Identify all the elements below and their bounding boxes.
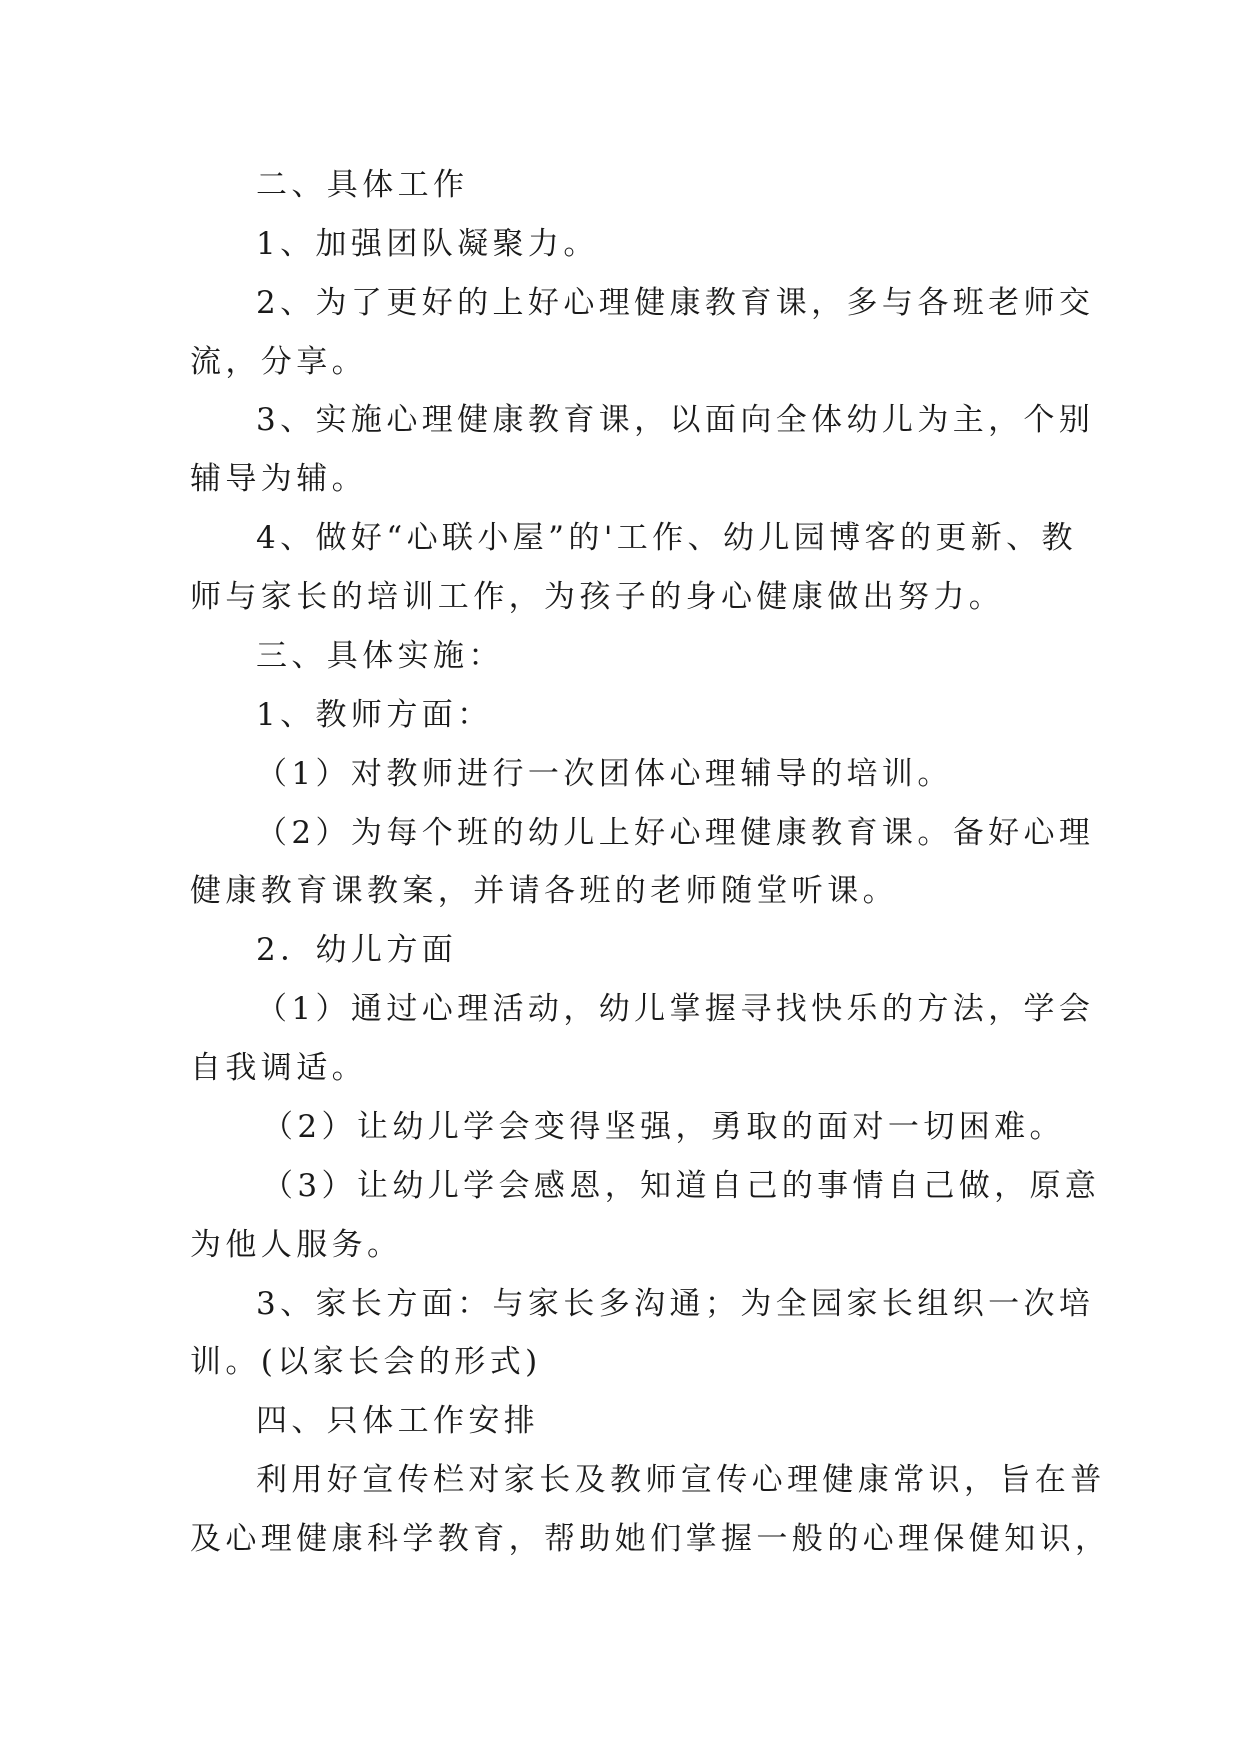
paragraph-line: 及心理健康科学教育，帮助她们掌握一般的心理保健知识，: [190, 1521, 1111, 1557]
paragraph-line: （1）对教师进行一次团体心理辅导的培训。: [256, 756, 953, 792]
paragraph-line: （3）让幼儿学会感恩，知道自己的事情自己做，原意: [262, 1168, 1101, 1204]
paragraph-line: 辅导为辅。: [190, 461, 367, 497]
subheading-parents: 3、家长方面：与家长多沟通；为全园家长组织一次培: [256, 1286, 1095, 1322]
paragraph-line: 流，分享。: [190, 344, 367, 380]
subheading-teachers: 1、教师方面：: [256, 697, 493, 733]
paragraph-line: 利用好宣传栏对家长及教师宣传心理健康常识，旨在普: [256, 1462, 1106, 1498]
paragraph-line: 2、为了更好的上好心理健康教育课，多与各班老师交: [256, 285, 1095, 321]
paragraph-line: 1、加强团队凝聚力。: [256, 226, 599, 262]
paragraph-line: 健康教育课教案，并请各班的老师随堂听课。: [190, 873, 898, 909]
paragraph-line: 自我调适。: [190, 1050, 367, 1086]
section-heading-specific-work: 二、具体工作: [256, 167, 469, 203]
paragraph-line: 3、实施心理健康教育课，以面向全体幼儿为主，个别: [256, 402, 1095, 438]
section-heading-implementation: 三、具体实施：: [256, 638, 504, 674]
section-heading-work-arrangement: 四、只体工作安排: [256, 1403, 540, 1439]
paragraph-line: 训。(以家长会的形式): [190, 1344, 542, 1380]
paragraph-line: 师与家长的培训工作，为孩子的身心健康做出努力。: [190, 579, 1005, 615]
paragraph-line: （1）通过心理活动，幼儿掌握寻找快乐的方法，学会: [256, 991, 1095, 1027]
paragraph-line: （2）为每个班的幼儿上好心理健康教育课。备好心理: [256, 815, 1095, 851]
paragraph-line: （2）让幼儿学会变得坚强，勇取的面对一切困难。: [262, 1109, 1065, 1145]
paragraph-line: 为他人服务。: [190, 1227, 403, 1263]
subheading-children: 2．幼儿方面: [256, 932, 458, 968]
paragraph-line: 4、做好“心联小屋”的'工作、幼儿园博客的更新、教: [256, 520, 1077, 556]
